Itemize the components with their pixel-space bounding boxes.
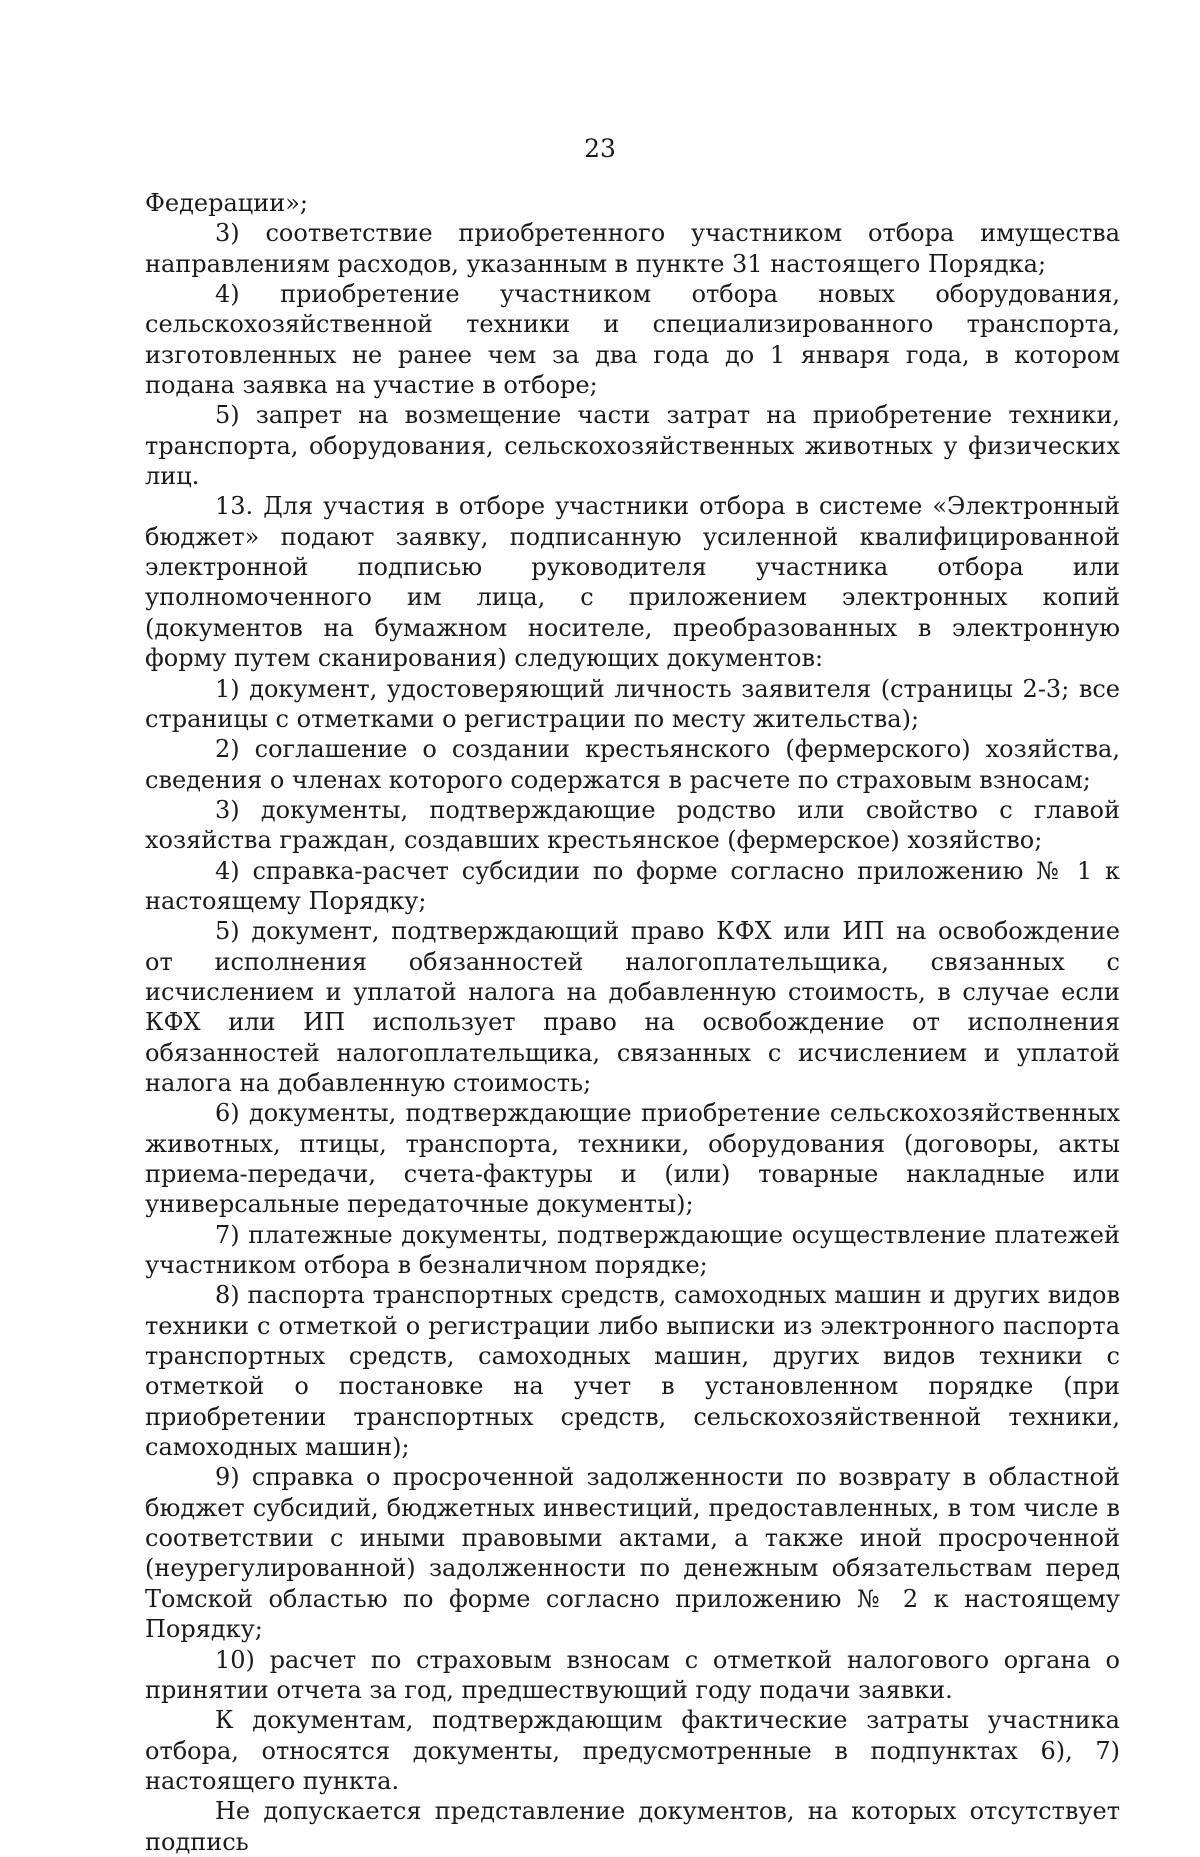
document-item-3: 3) документы, подтверждающие родство или свойство с главой хозяйства граждан, создавших крестьянское (фермерское) хозяйство; xyxy=(145,795,1120,855)
document-item-1: 1) документ, удостоверяющий личность заявителя (страницы 2-3; все страницы с отметками о регистрации по месту жительства); xyxy=(145,674,1120,733)
document-item-8: 8) паспорта транспортных средств, самоходных машин и других видов техники с отметкой о регистрации либо выписки из электронного паспорта транспортных средств, самоходных машин, других видов техники с отметкой о постановке на учет в установленном порядке (при приобретении транспортных средств, сельскохозяйственной техники, самоходных машин); xyxy=(145,1281,1120,1462)
paragraph-13-application: 13. Для участия в отборе участники отбора в системе «Электронный бюджет» подают заявку, подписанную усиленной квалифицированной электронной подписью руководителя участника отбора или уполномоченного им лица, с приложением электронных копий (документов на бумажном носителе, преобразованных в электронную форму путем сканирования) следующих документов: xyxy=(145,492,1120,673)
list-item-4-acquisition: 4) приобретение участником отбора новых оборудования, сельскохозяйственной техники и специализированного транспорта, изготовленных не ранее чем за два года до 1 января года, в котором подана заявка на участие в отборе; xyxy=(145,280,1120,400)
document-body xyxy=(145,188,1120,1857)
document-item-5: 5) документ, подтверждающий право КФХ или ИП на освобождение от исполнения обязанностей налогоплательщика, связанных с исчислением и уплатой налога на добавленную стоимость, в случае если КФХ или ИП использует право на освобождение от исполнения обязанностей налогоплательщика, связанных с исчислением и уплатой налога на добавленную стоимость; xyxy=(145,917,1120,1097)
paragraph-continuation: Федерации»; xyxy=(145,189,308,217)
page-number: 23 xyxy=(584,134,616,163)
paragraph-actual-costs: К документам, подтверждающим фактические затраты участника отбора, относятся документы, предусмотренные в подпунктах 6), 7) настоящего пункта. xyxy=(145,1706,1120,1795)
document-item-7: 7) платежные документы, подтверждающие осуществление платежей участником отбора в безналичном порядке; xyxy=(145,1220,1120,1280)
document-item-9: 9) справка о просроченной задолженности по возврату в областной бюджет субсидий, бюджетных инвестиций, предоставленных, в том числе в соответствии с иными правовыми актами, а также иной просроченной (неурегулированной) задолженности по денежным обязательствам перед Томской областью по форме согласно приложению № 2 к настоящему Порядку; xyxy=(145,1463,1120,1644)
list-item-5-prohibition: 5) запрет на возмещение части затрат на приобретение техники, транспорта, оборудования, сельскохозяйственных животных у физических лиц. xyxy=(145,401,1120,491)
list-item-3-compliance: 3) соответствие приобретенного участником отбора имущества направлениям расходов, указанным в пункте 31 настоящего Порядка; xyxy=(145,219,1120,278)
document-item-6: 6) документы, подтверждающие приобретение сельскохозяйственных животных, птицы, транспорта, техники, оборудования (договоры, акты приема-передачи, счета-фактуры и (или) товарные накладные или универсальные передаточные документы); xyxy=(145,1099,1120,1219)
document-item-4: 4) справка-расчет субсидии по форме согласно приложению № 1 к настоящему Порядку; xyxy=(145,856,1120,915)
document-item-2: 2) соглашение о создании крестьянского (фермерского) хозяйства, сведения о членах которого содержатся в расчете по страховым взносам; xyxy=(145,735,1120,794)
document-item-10: 10) расчет по страховым взносам с отметкой налогового органа о принятии отчета за год, предшествующий году подачи заявки. xyxy=(145,1645,1120,1704)
paragraph-signature-requirement: Не допускается представление документов, на которых отсутствует подпись xyxy=(145,1797,1120,1856)
